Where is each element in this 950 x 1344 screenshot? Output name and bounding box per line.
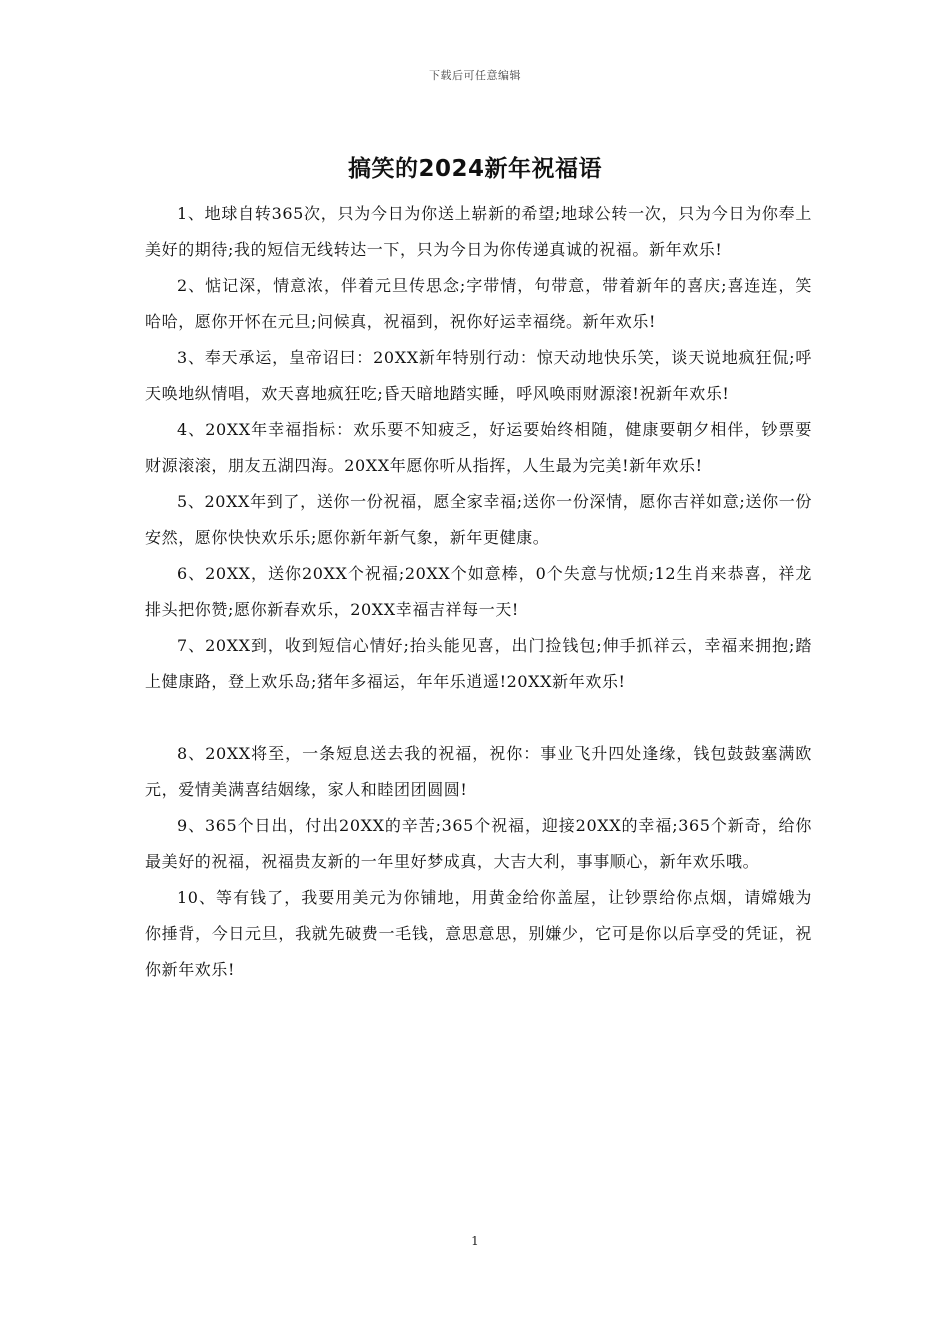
- header-note: 下载后可任意编辑: [429, 69, 521, 82]
- document-body: [145, 196, 812, 988]
- paragraph-8: 8、20XX将至，一条短息送去我的祝福，祝你：事业飞升四处逢缘，钱包鼓鼓塞满欧元，爱情美满喜结姻缘，家人和睦团团圆圆!: [145, 744, 812, 799]
- page-number: 1: [471, 1234, 479, 1248]
- paragraph-2: 2、惦记深，情意浓，伴着元旦传思念;字带情，句带意，带着新年的喜庆;喜连连，笑哈哈，愿你开怀在元旦;问候真，祝福到，祝你好运幸福绕。新年欢乐!: [145, 276, 812, 331]
- paragraph-6: 6、20XX，送你20XX个祝福;20XX个如意棒，0个失意与忧烦;12生肖来恭喜，祥龙排头把你赞;愿你新春欢乐，20XX幸福吉祥每一天!: [145, 564, 812, 619]
- blank-line: [145, 700, 812, 736]
- paragraph-10: 10、等有钱了，我要用美元为你铺地，用黄金给你盖屋，让钞票给你点烟，请嫦娥为你捶背，今日元旦，我就先破费一毛钱，意思意思，别嫌少，它可是你以后享受的凭证，祝你新年欢乐!: [145, 888, 812, 979]
- paragraph-3: 3、奉天承运，皇帝诏曰：20XX新年特别行动：惊天动地快乐笑，谈天说地疯狂侃;呼天唤地纵情唱，欢天喜地疯狂吃;昏天暗地踏实睡，呼风唤雨财源滚!祝新年欢乐!: [145, 348, 812, 403]
- paragraph-1: 1、地球自转365次，只为今日为你送上崭新的希望;地球公转一次，只为今日为你奉上美好的期待;我的短信无线转达一下，只为今日为你传递真诚的祝福。新年欢乐!: [145, 204, 812, 259]
- paragraph-5: 5、20XX年到了，送你一份祝福，愿全家幸福;送你一份深情，愿你吉祥如意;送你一份安然，愿你快快欢乐乐;愿你新年新气象，新年更健康。: [145, 492, 812, 547]
- paragraph-9: 9、365个日出，付出20XX的辛苦;365个祝福，迎接20XX的幸福;365个新奇，给你最美好的祝福，祝福贵友新的一年里好梦成真，大吉大利，事事顺心，新年欢乐哦。: [145, 816, 812, 871]
- document-title: 搞笑的2024新年祝福语: [347, 156, 602, 182]
- paragraph-4: 4、20XX年幸福指标：欢乐要不知疲乏，好运要始终相随，健康要朝夕相伴，钞票要财源滚滚，朋友五湖四海。20XX年愿你听从指挥，人生最为完美!新年欢乐!: [145, 420, 812, 475]
- paragraph-7: 7、20XX到，收到短信心情好;抬头能见喜，出门捡钱包;伸手抓祥云，幸福来拥抱;踏上健康路，登上欢乐岛;猪年多福运，年年乐逍遥!20XX新年欢乐!: [145, 636, 812, 691]
